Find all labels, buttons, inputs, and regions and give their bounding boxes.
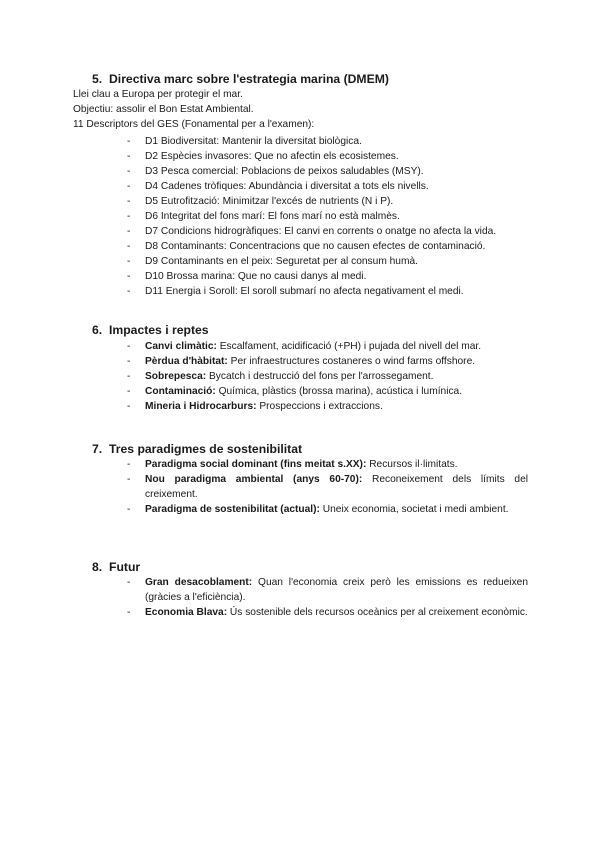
section-5-line: Objectiu: assolir el Bon Estat Ambiental. — [73, 104, 254, 115]
list-item: - Contaminació: Química, plàstics (brossa marina), acústica i lumínica. — [127, 386, 463, 397]
section-8-title: Futur — [109, 560, 141, 574]
section-8-heading: 8. Futur — [92, 560, 141, 574]
section-5-heading: 5. Directiva marc sobre l'estrategia marina (DMEM) — [92, 72, 389, 86]
section-5-title: Directiva marc sobre l'estrategia marina (DMEM) — [109, 72, 389, 86]
list-item: - D2 Espècies invasores: Que no afectin els ecosistemes. — [127, 151, 399, 162]
list-item: - Paradigma social dominant (fins meitat s.XX): Recursos il·limitats. — [127, 459, 458, 470]
list-item: - Gran desacoblament: Quan l'economia creix però les emissions es redueixen (gràcies a l'eficiència). — [127, 577, 528, 603]
list-item: - D7 Condicions hidrogràfiques: El canvi en corrents o onatge no afecta la vida. — [127, 226, 497, 237]
list-item: - D11 Energia i Soroll: El soroll submarí no afecta negativament el medi. — [127, 286, 464, 297]
list-item: - D3 Pesca comercial: Poblacions de peixos saludables (MSY). — [127, 166, 424, 177]
descriptor-list — [0, 134, 600, 299]
section-5-line: 11 Descriptors del GES (Fonamental per a l'examen): — [73, 119, 315, 130]
list-item: - Paradigma de sostenibilitat (actual): Uneix economia, societat i medi ambient. — [127, 504, 509, 515]
paradigms-list — [0, 457, 600, 517]
section-7-title: Tres paradigmes de sostenibilitat — [109, 442, 303, 456]
list-item: - Economia Blava: Ús sostenible dels recursos oceànics per al creixement econòmic. — [127, 607, 528, 618]
list-item: - Canvi climàtic: Escalfament, acidificació (+PH) i pujada del nivell del mar. — [127, 341, 482, 352]
list-item: - Pèrdua d'hàbitat: Per infraestructures costaneres o wind farms offshore. — [127, 356, 476, 367]
list-item: - D9 Contaminants en el peix: Seguretat per al consum humà. — [127, 256, 418, 267]
list-item: - Nou paradigma ambiental (anys 60-70): Reconeixement dels límits del creixement. — [127, 474, 528, 500]
section-7-heading: 7. Tres paradigmes de sostenibilitat — [92, 442, 303, 456]
impacts-list — [0, 339, 600, 414]
section-6-title: Impactes i reptes — [109, 323, 209, 337]
list-item: - D8 Contaminants: Concentracions que no causen efectes de contaminació. — [127, 241, 486, 252]
list-item: - D10 Brossa marina: Que no causi danys al medi. — [127, 271, 367, 282]
list-item: - D6 Integritat del fons marí: El fons marí no està malmès. — [127, 211, 400, 222]
list-item: - D5 Eutrofització: Minimitzar l'excés de nutrients (N i P). — [127, 196, 394, 207]
future-list — [0, 575, 600, 620]
section-5-line: Llei clau a Europa per protegir el mar. — [73, 89, 243, 100]
section-6-heading: 6. Impactes i reptes — [92, 323, 209, 337]
list-item: - Sobrepesca: Bycatch i destrucció del fons per l'arrossegament. — [127, 371, 434, 382]
list-item: - D4 Cadenes tròfiques: Abundància i diversitat a tots els nivells. — [127, 181, 429, 192]
list-item: - D1 Biodiversitat: Mantenir la diversitat biològica. — [127, 136, 362, 147]
list-item: - Mineria i Hidrocarburs: Prospeccions i extraccions. — [127, 401, 383, 412]
